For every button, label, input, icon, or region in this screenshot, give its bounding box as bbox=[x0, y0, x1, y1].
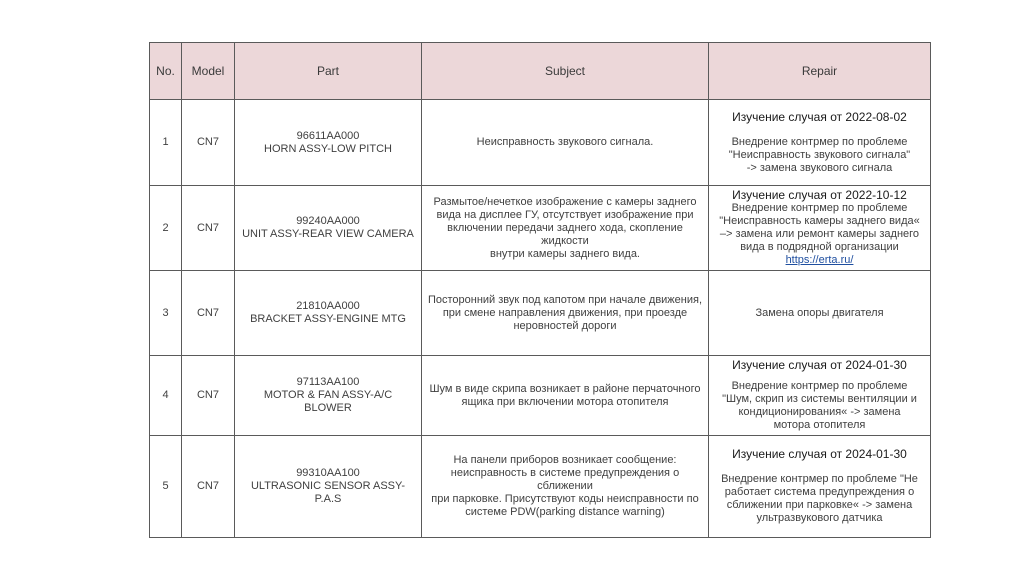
part-name: HORN ASSY-LOW PITCH bbox=[264, 142, 392, 155]
cell-subject bbox=[422, 271, 709, 356]
repair-line: кондиционирования« -> замена bbox=[738, 406, 901, 418]
part-number: 96611AA000 bbox=[296, 129, 360, 142]
cell-part bbox=[235, 186, 422, 271]
table-row bbox=[150, 271, 931, 356]
part-number: 21810AA000 bbox=[296, 300, 360, 312]
cell-model: CN7 bbox=[182, 436, 235, 538]
cell-repair bbox=[709, 100, 931, 186]
cell-part bbox=[235, 436, 422, 538]
subject-line: при смене направления движения, при проезде bbox=[442, 306, 688, 319]
cell-repair bbox=[709, 436, 931, 538]
cell-repair bbox=[709, 186, 931, 271]
repair-line: Замена опоры двигателя bbox=[755, 306, 884, 319]
subject-line: включении передачи заднего хода, скопление жидкости bbox=[447, 221, 683, 247]
repair-line: Внедрение контрмер по проблеме bbox=[731, 135, 908, 148]
cell-model: CN7 bbox=[182, 356, 235, 436]
repair-line: "Неисправность камеры заднего вида« bbox=[719, 215, 920, 227]
cell-no: 3 bbox=[150, 271, 182, 356]
header-no: No. bbox=[150, 43, 182, 100]
subject-line: Неисправность звукового сигнала. bbox=[476, 136, 654, 148]
cell-no: 5 bbox=[150, 436, 182, 538]
part-name: ULTRASONIC SENSOR ASSY-P.A.S bbox=[250, 480, 406, 505]
subject-line: неровностей дороги bbox=[513, 319, 617, 332]
repair-line: Внедрение контрмер по проблеме bbox=[731, 202, 908, 214]
cell-repair bbox=[709, 356, 931, 436]
cell-model: CN7 bbox=[182, 271, 235, 356]
cell-subject bbox=[422, 436, 709, 538]
cell-subject bbox=[422, 186, 709, 271]
subject-line: внутри камеры заднего вида. bbox=[489, 247, 640, 260]
subject-line: системе PDW(parking distance warning) bbox=[465, 506, 665, 518]
repair-heading: Изучение случая от 2024-01-30 bbox=[732, 447, 907, 461]
cell-no: 4 bbox=[150, 356, 182, 436]
repair-line: ультразвукового датчика bbox=[756, 512, 883, 524]
cell-no: 2 bbox=[150, 186, 182, 271]
repair-line: Внедрение контрмер по проблеме bbox=[731, 380, 908, 392]
cell-no: 1 bbox=[150, 100, 182, 186]
subject-line: вида на дисплее ГУ, отсутствует изображение при bbox=[436, 208, 694, 221]
table-row bbox=[150, 436, 931, 538]
subject-line: ящика при включении мотора отопителя bbox=[461, 395, 669, 408]
repair-heading: Изучение случая от 2024-01-30 bbox=[732, 358, 907, 372]
repair-line: Внедрение контрмер по проблеме "Не bbox=[721, 473, 918, 485]
cell-subject bbox=[422, 356, 709, 436]
cell-part bbox=[235, 271, 422, 356]
subject-line: при парковке. Присутствуют коды неисправности по bbox=[431, 493, 699, 505]
part-number: 97113AA100 bbox=[296, 376, 360, 388]
table-header-row bbox=[150, 43, 931, 100]
repair-line: –> замена или ремонт камеры заднего bbox=[719, 228, 920, 240]
header-model: Model bbox=[182, 43, 235, 100]
part-name: BRACKET ASSY-ENGINE MTG bbox=[250, 313, 406, 325]
cell-model: CN7 bbox=[182, 186, 235, 271]
part-name: UNIT ASSY-REAR VIEW CAMERA bbox=[242, 228, 414, 240]
cell-model: CN7 bbox=[182, 100, 235, 186]
subject-line: неисправность в системе предупреждения о сближении bbox=[450, 467, 680, 492]
part-number: 99240AA000 bbox=[296, 215, 360, 227]
table-row bbox=[150, 100, 931, 186]
repair-line: -> замена звукового сигнала bbox=[746, 161, 893, 174]
cell-part bbox=[235, 356, 422, 436]
repair-line: сближении при парковке« -> замена bbox=[726, 499, 913, 511]
repair-line: работает система предупреждения о bbox=[724, 486, 915, 498]
repair-line: "Шум, скрип из системы вентиляции и bbox=[722, 393, 917, 405]
part-name: MOTOR & FAN ASSY-A/C BLOWER bbox=[263, 389, 393, 414]
table-row bbox=[150, 186, 931, 271]
header-subject: Subject bbox=[422, 43, 709, 100]
repair-heading: Изучение случая от 2022-08-02 bbox=[732, 109, 907, 124]
cell-subject bbox=[422, 100, 709, 186]
repair-line: "Неисправность звукового сигнала" bbox=[728, 148, 911, 161]
header-repair: Repair bbox=[709, 43, 931, 100]
cell-repair bbox=[709, 271, 931, 356]
header-part: Part bbox=[235, 43, 422, 100]
repair-line: вида в подрядной организации bbox=[740, 241, 899, 253]
cell-part bbox=[235, 100, 422, 186]
subject-line: Шум в виде скрипа возникает в районе перчаточного bbox=[429, 382, 701, 395]
subject-line: Размытое/нечеткое изображение с камеры заднего bbox=[433, 195, 697, 208]
subject-line: Посторонний звук под капотом при начале движения, bbox=[427, 293, 703, 306]
repair-cases-table bbox=[149, 42, 931, 538]
repair-link[interactable]: https://erta.ru/ bbox=[785, 254, 854, 266]
table-row bbox=[150, 356, 931, 436]
repair-line: мотора отопителя bbox=[773, 419, 866, 431]
repair-heading: Изучение случая от 2022-10-12 bbox=[732, 188, 907, 202]
part-number: 99310AA100 bbox=[296, 467, 360, 479]
subject-line: На панели приборов возникает сообщение: bbox=[453, 454, 677, 466]
